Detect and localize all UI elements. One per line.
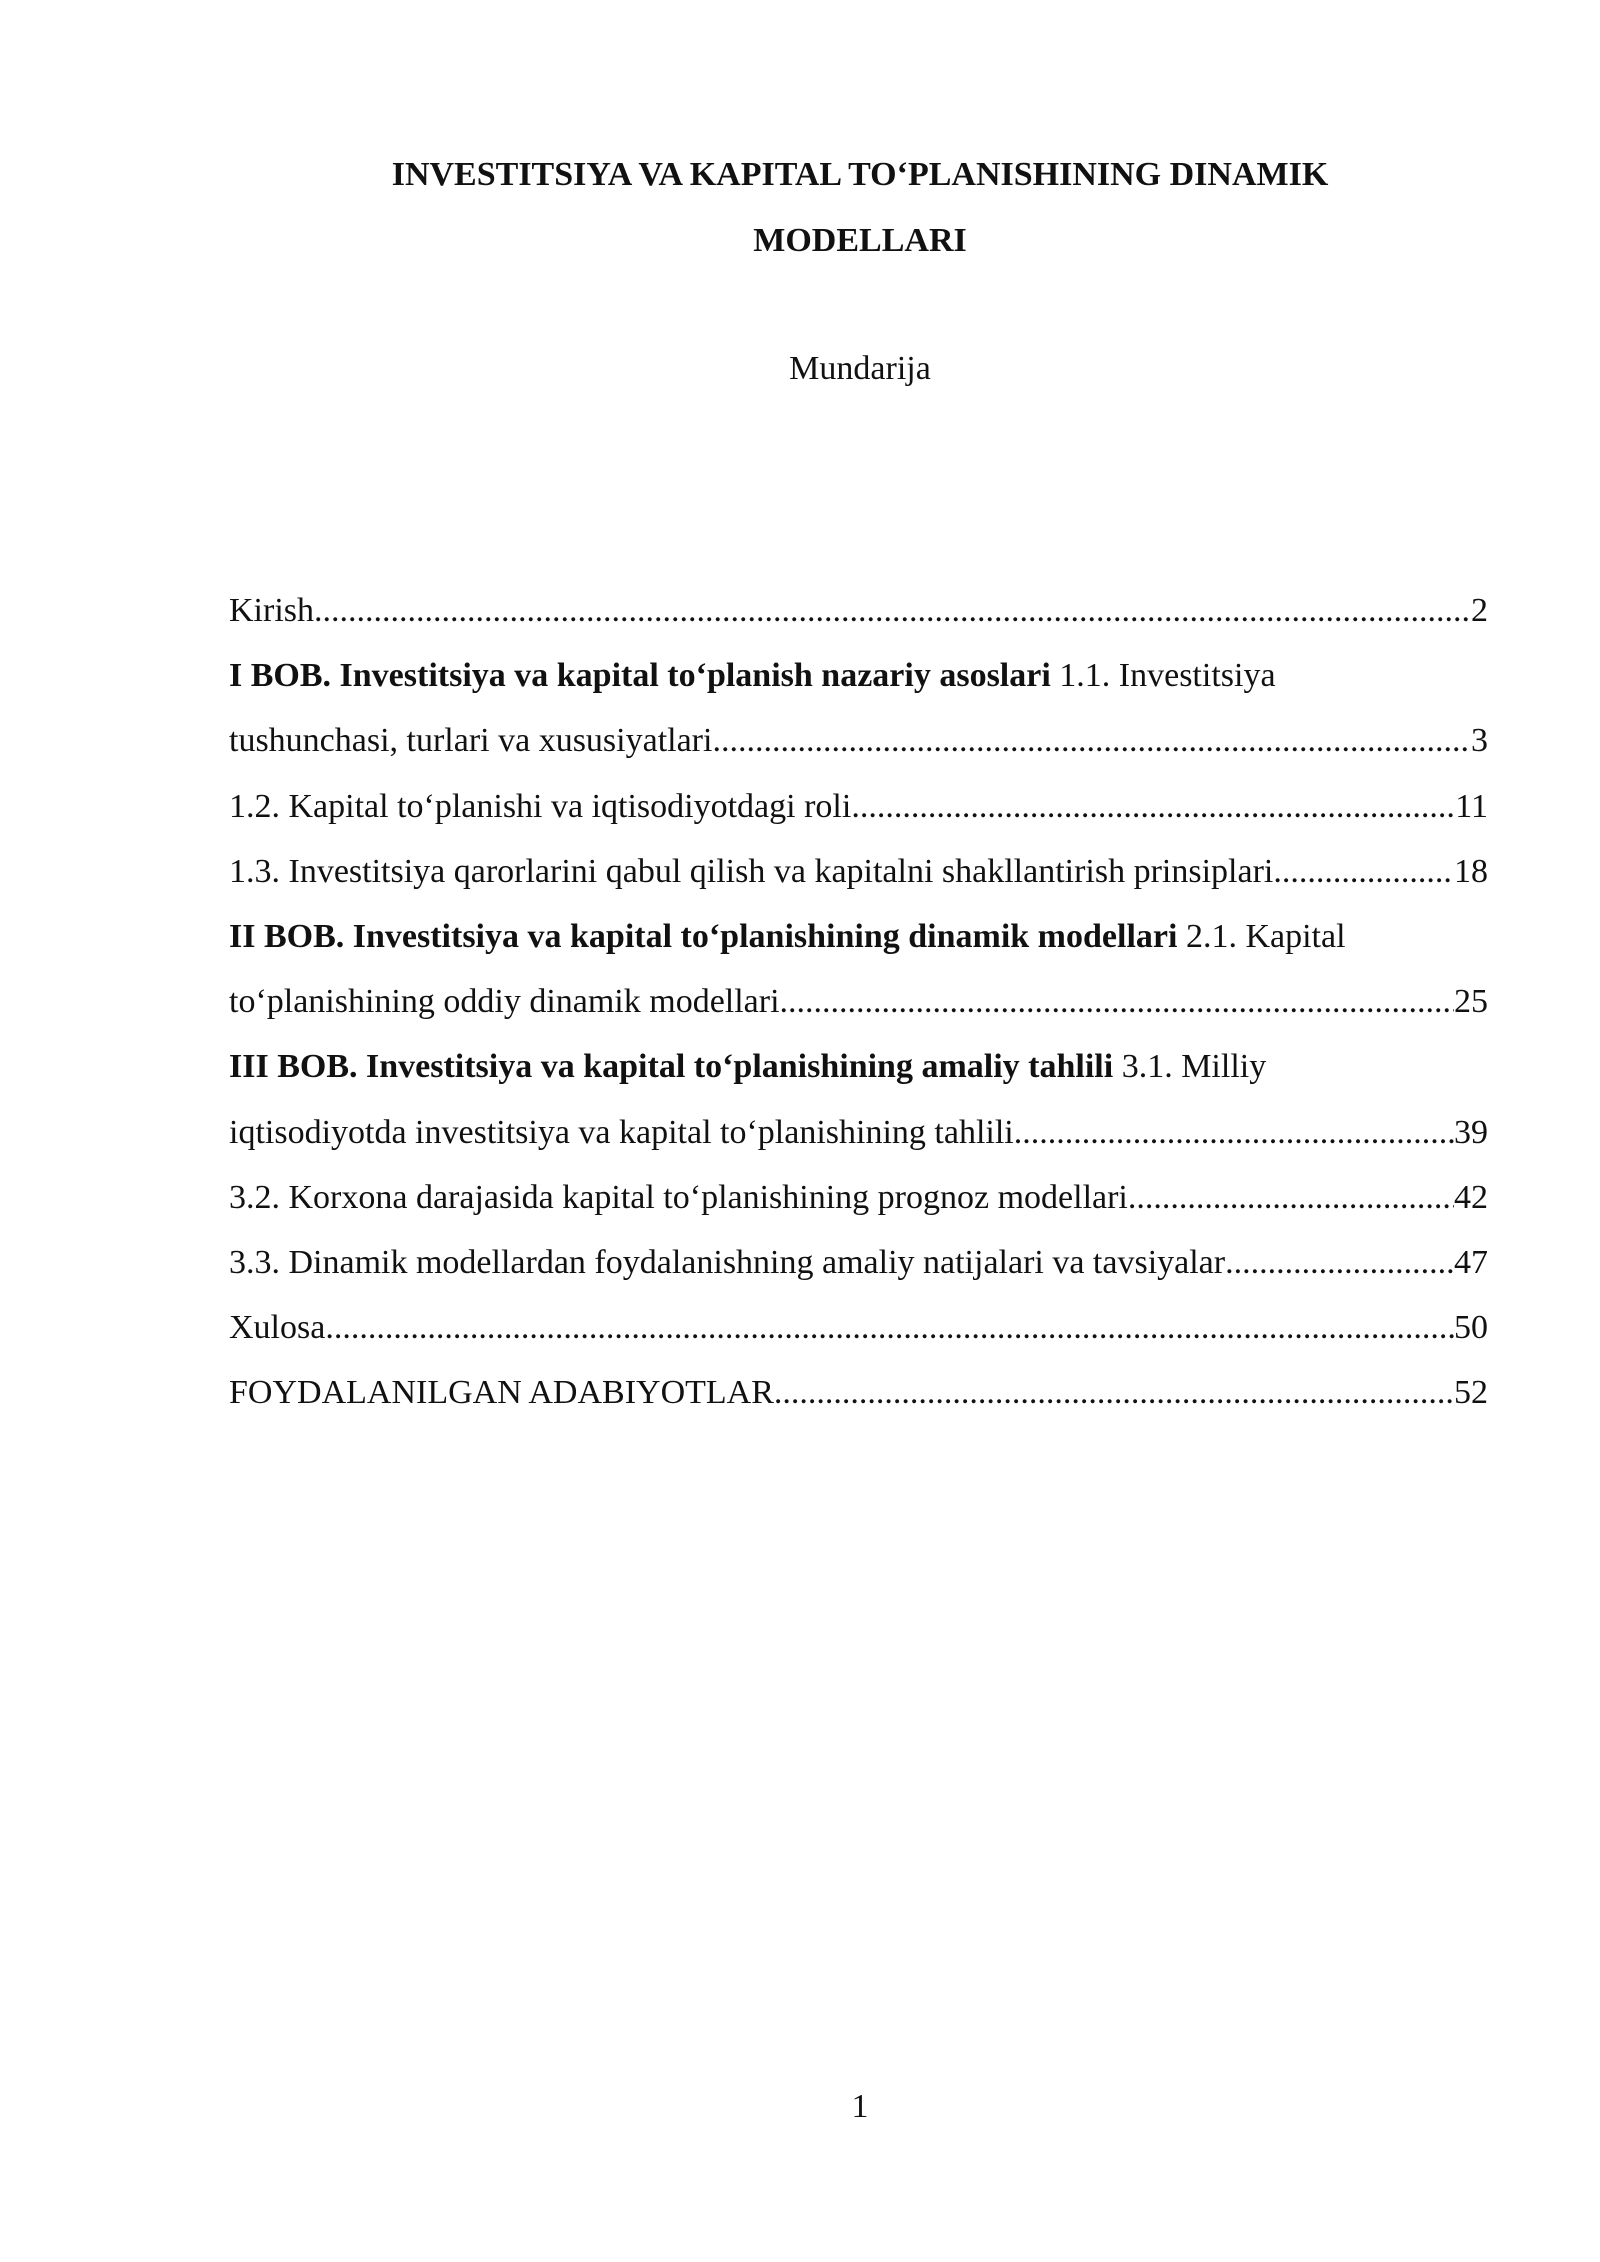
toc-chapter-heading: III BOB. Investitsiya va kapital to‘planishining amaliy tahlili [229, 1048, 1114, 1086]
toc-page-number: 25 [1454, 983, 1488, 1021]
document-title [0, 142, 1600, 274]
toc-page-number: 52 [1454, 1374, 1488, 1412]
dot-leader [1128, 1165, 1454, 1230]
document-title-line-2: MODELLARI [753, 222, 967, 259]
dot-leader [1225, 1230, 1454, 1295]
toc-page-number: 18 [1454, 852, 1488, 890]
table-of-contents [229, 578, 1488, 1426]
dot-leader [851, 774, 1455, 839]
toc-section-label-rest: to‘planishining oddiy dinamik modellari [229, 983, 780, 1021]
toc-entry-xulosa [229, 1295, 1488, 1360]
toc-section-label-rest: tushunchasi, turlari va xususiyatlari [229, 722, 713, 760]
toc-label: Xulosa [229, 1309, 326, 1347]
toc-page-number: 2 [1471, 592, 1488, 629]
toc-section-label-start: 2.1. Kapital [1185, 918, 1346, 956]
toc-label: 3.2. Korxona darajasida kapital to‘planishining prognoz modellari [229, 1178, 1128, 1216]
toc-chapter-heading: I BOB. Investitsiya va kapital to‘planish nazariy asoslari [229, 657, 1051, 695]
toc-entry-adabiyotlar [229, 1360, 1488, 1425]
contents-heading: Mundarija [789, 350, 931, 387]
toc-page-number: 50 [1454, 1309, 1488, 1347]
dot-leader [712, 708, 1471, 773]
toc-entry-bob-1 [229, 643, 1488, 773]
toc-entry-3-2 [229, 1165, 1488, 1230]
toc-page-number: 11 [1455, 787, 1488, 825]
toc-page-number: 39 [1454, 1113, 1488, 1151]
toc-label: 1.3. Investitsiya qarorlarini qabul qilish va kapitalni shakllantirish prinsiplari [229, 852, 1274, 890]
toc-page-number: 42 [1454, 1178, 1488, 1216]
dot-leader [1273, 839, 1454, 904]
toc-entry-bob-2 [229, 904, 1488, 1034]
toc-label: FOYDALANILGAN ADABIYOTLAR [229, 1374, 774, 1412]
toc-label: 1.2. Kapital to‘planishi va iqtisodiyotdagi roli [229, 787, 852, 825]
dot-leader [780, 969, 1454, 1034]
toc-entry-bob-3 [229, 1034, 1488, 1164]
toc-section-label-rest: iqtisodiyotda investitsiya va kapital to‘planishining tahlili [229, 1113, 1014, 1151]
toc-entry-3-3 [229, 1230, 1488, 1295]
toc-page-number: 47 [1454, 1244, 1488, 1282]
dot-leader [1014, 1100, 1454, 1165]
toc-entry-kirish [229, 578, 1488, 643]
dot-leader [314, 578, 1471, 643]
toc-chapter-heading: II BOB. Investitsiya va kapital to‘planishining dinamik modellari [229, 918, 1178, 956]
document-title-line-1: INVESTITSIYA VA KAPITAL TO‘PLANISHINING DINAMIK [391, 156, 1329, 193]
page-number: 1 [851, 2088, 869, 2125]
dot-leader [325, 1295, 1454, 1360]
toc-label: Kirish [229, 592, 314, 629]
toc-entry-1-2 [229, 774, 1488, 839]
toc-page-number: 3 [1471, 722, 1488, 760]
dot-leader [774, 1360, 1454, 1425]
toc-label: 3.3. Dinamik modellardan foydalanishning amaliy natijalari va tavsiyalar [229, 1244, 1226, 1282]
toc-section-label-start: 1.1. Investitsiya [1059, 657, 1276, 695]
toc-section-label-start: 3.1. Milliy [1121, 1048, 1267, 1086]
toc-entry-1-3 [229, 839, 1488, 904]
